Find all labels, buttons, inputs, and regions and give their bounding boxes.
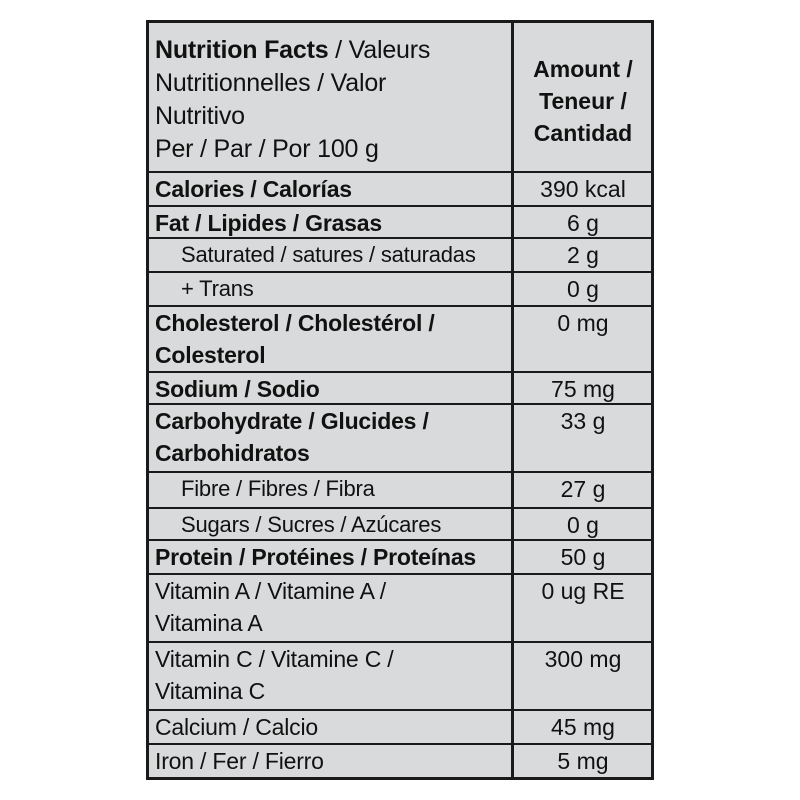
row-carbohydrate <box>149 403 651 469</box>
row-value: 390 kcal <box>540 176 626 202</box>
row-label: Vitamin C / Vitamine C / Vitamina C <box>155 646 394 704</box>
row-label: Saturated / satures / saturadas <box>181 242 476 267</box>
row-label: Vitamin A / Vitamine A / Vitamina A <box>155 578 386 636</box>
row-value: 45 mg <box>551 714 615 740</box>
row-value: 50 g <box>560 544 606 570</box>
title-rest: / Valeurs Nutritionnelles / Valor Nutritivo Per / Par / Por 100 g <box>155 36 431 163</box>
row-fibre <box>149 471 651 505</box>
row-sodium <box>149 371 651 405</box>
row-label: Cholesterol / Cholestérol / Colesterol <box>155 310 435 368</box>
row-label: Sugars / Sucres / Azúcares <box>181 512 442 537</box>
row-value: 0 g <box>567 512 599 538</box>
row-label: Iron / Fer / Fierro <box>155 748 324 774</box>
row-value: 75 mg <box>551 376 615 402</box>
row-label: Calories / Calorías <box>155 176 352 202</box>
row-label: Fat / Lipides / Grasas <box>155 210 382 236</box>
nutrition-facts-title <box>155 34 505 166</box>
row-vitamin-a <box>149 573 651 639</box>
row-label: Fibre / Fibres / Fibra <box>181 476 375 501</box>
row-value: 300 mg <box>544 646 622 672</box>
row-value: 6 g <box>567 210 599 236</box>
row-calcium <box>149 709 651 743</box>
row-value: 5 mg <box>557 748 609 774</box>
row-sugars <box>149 507 651 541</box>
row-vitamin-c <box>149 641 651 707</box>
row-calories <box>149 171 651 205</box>
row-fat <box>149 205 651 239</box>
row-iron <box>149 743 651 779</box>
row-label: Carbohydrate / Glucides / Carbohidratos <box>155 408 429 466</box>
row-value: 0 mg <box>557 310 609 336</box>
row-value: 2 g <box>567 242 599 268</box>
row-label: Sodium / Sodio <box>155 376 320 402</box>
row-label: Protein / Protéines / Proteínas <box>155 544 476 570</box>
row-value: 0 ug RE <box>541 578 625 604</box>
row-label: + Trans <box>181 276 254 301</box>
amount-column-header: Amount / Teneur / Cantidad <box>533 56 633 146</box>
row-protein <box>149 539 651 573</box>
nutrition-facts-panel <box>146 20 654 780</box>
row-value: 27 g <box>560 476 606 502</box>
row-saturated <box>149 237 651 271</box>
row-cholesterol <box>149 305 651 371</box>
row-value: 33 g <box>560 408 606 434</box>
header-row <box>149 23 651 171</box>
row-value: 0 g <box>567 276 599 302</box>
row-label: Calcium / Calcio <box>155 714 318 740</box>
row-trans <box>149 271 651 305</box>
title-bold: Nutrition Facts <box>155 36 329 64</box>
